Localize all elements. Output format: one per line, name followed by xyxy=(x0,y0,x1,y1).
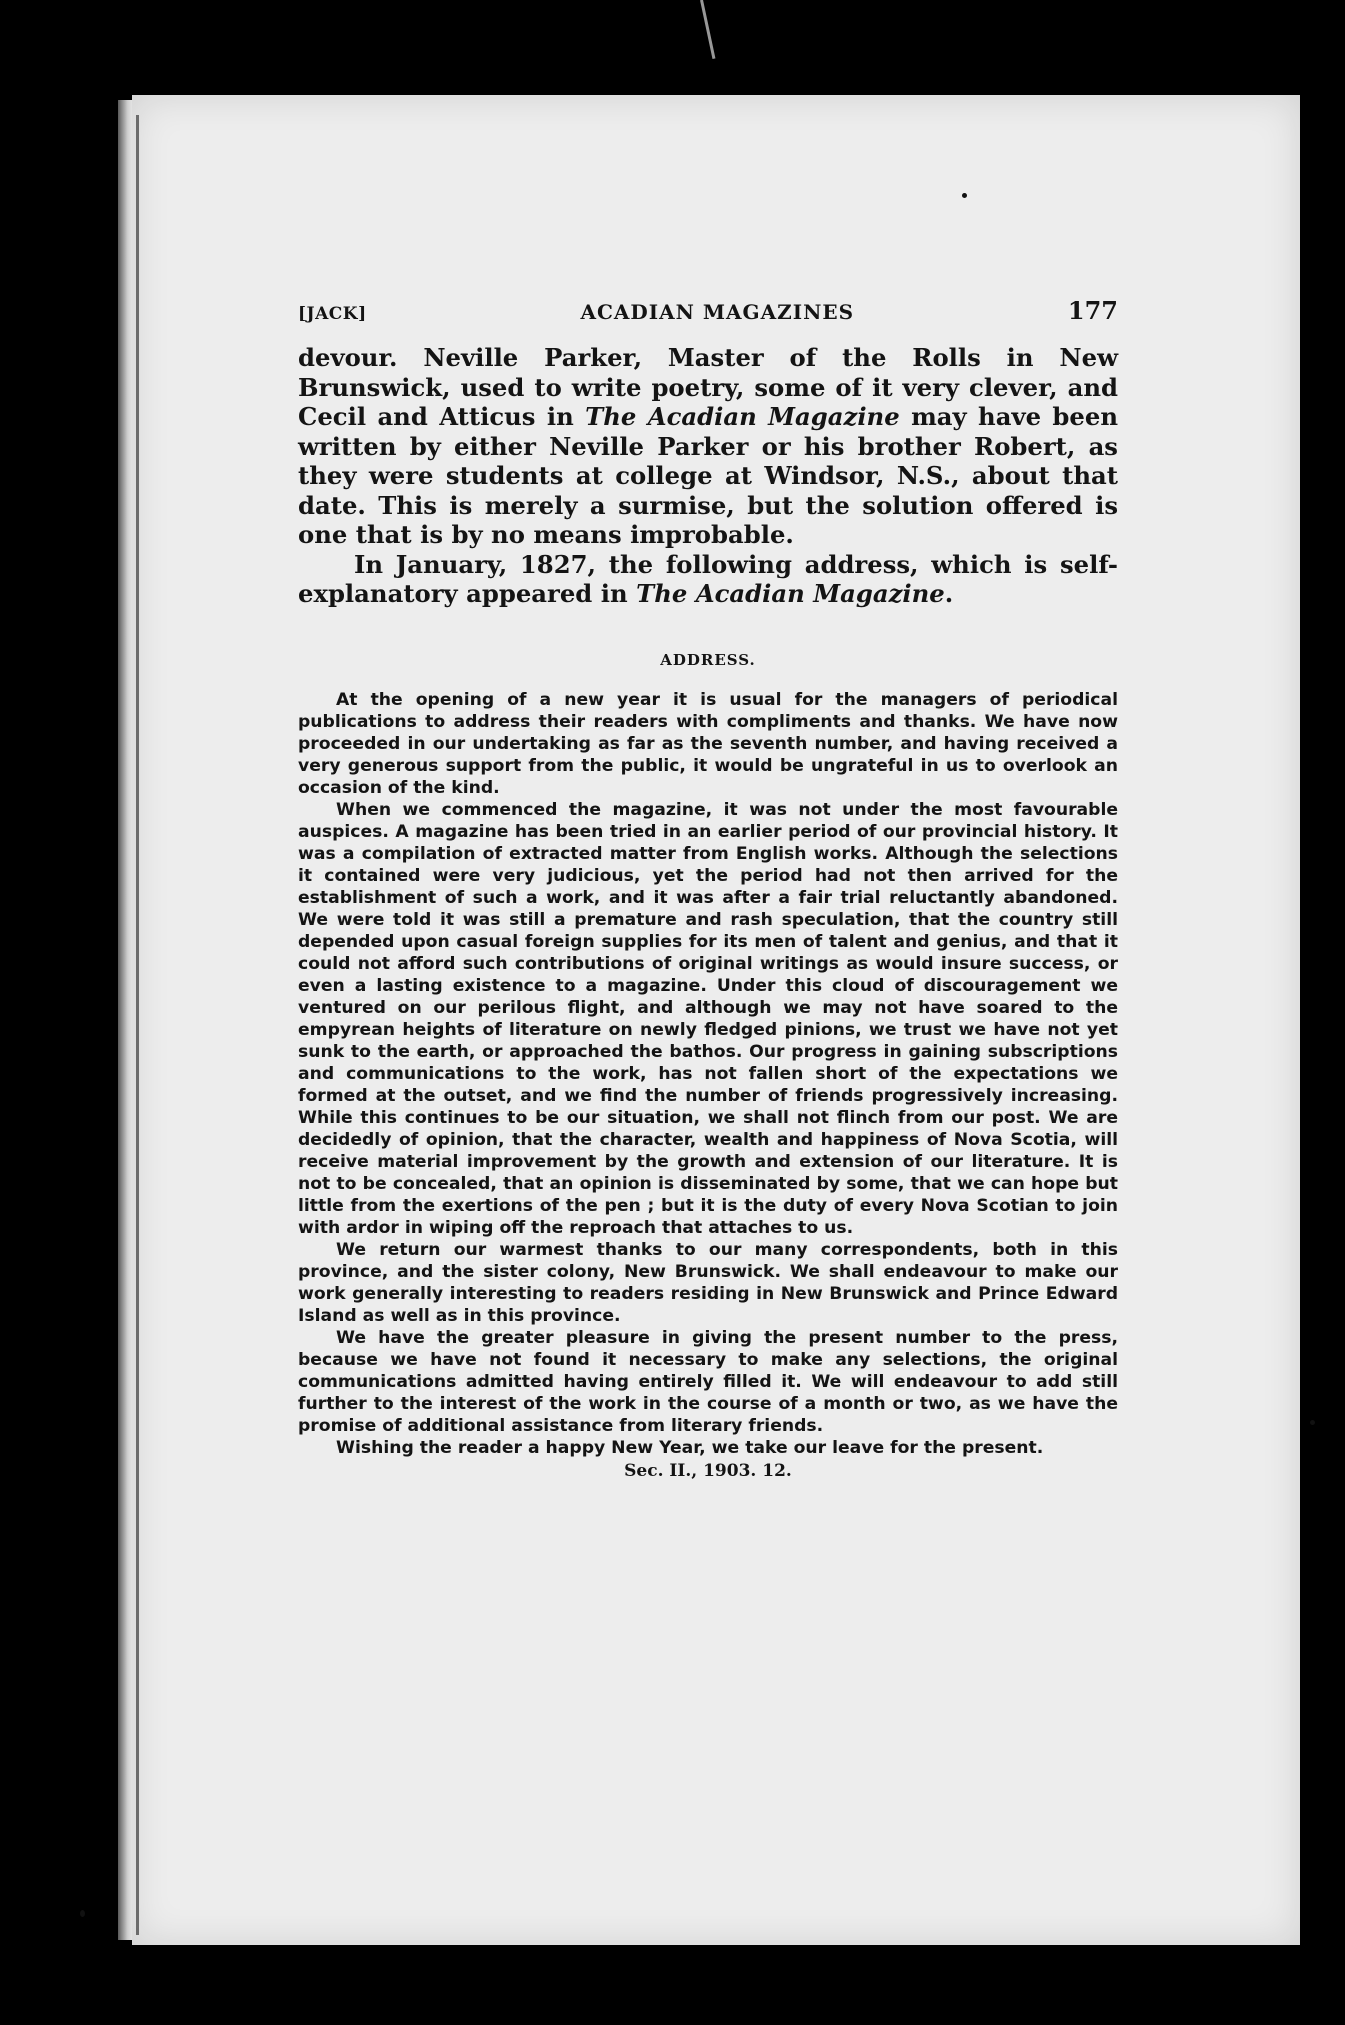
speck xyxy=(80,1910,85,1917)
intro-paragraph xyxy=(298,343,1118,550)
page-content xyxy=(298,296,1118,1481)
address-paragraph: Wishing the reader a happy New Year, we take our leave for the present. xyxy=(336,1437,1044,1458)
address-paragraph: We return our warmest thanks to our many correspondents, both in this province, and the sister colony, New Brunswick. We shall endeavour to make our work generally interesting to readers residing in New Brunswick and Prince Edward Island as well as in this province. xyxy=(298,1239,1118,1326)
page-number: 177 xyxy=(1067,296,1118,325)
intro-text-span: In January, 1827, the following address, which is self-explanatory appeared in xyxy=(298,549,1118,608)
intro-paragraph xyxy=(298,550,1118,609)
magazine-title: The Acadian Magazine xyxy=(636,579,945,608)
address-paragraph: When we commenced the magazine, it was not under the most favourable auspices. A magazine has been tried in an earlier period of our provincial history. It was a compilation of extracted matter from English works. Although the selections it contained were very judicious, yet the period had not then arrived for the establishment of such a work, and it was after a fair trial reluctantly abandoned. We were told it was still a premature and rash speculation, that the country still depended upon casual foreign supplies for its men of talent and genius, and that it could not afford such contributions of original writings as would insure success, or even a lasting existence to a magazine. Under this cloud of discouragement we ventured on our perilous flight, and although we may not have soared to the empyrean heights of literature on newly fledged pinions, we trust we have not yet sunk to the earth, or approached the bathos. Our progress in gaining subscriptions and communications to the work, has not fallen short of the expectations we formed at the outset, and we find the number of friends progressively increasing. While this continues to be our situation, we shall not flinch from our post. We are decidedly of opinion, that the character, wealth and happiness of Nova Scotia, will receive material improvement by the growth and extension of our literature. It is not to be concealed, that an opinion is disseminated by some, that we can hope but little from the exertions of the pen ; but it is the duty of every Nova Scotian to join with ardor in wiping off the reproach that attaches to us. xyxy=(298,799,1118,1238)
address-text xyxy=(298,689,1118,1459)
intro-text-span: devour. Neville Parker, Master of the Rolls in New Brunswick, used to write poetry, some of it very clever, and Cecil and Atticus in xyxy=(298,343,1118,431)
speck xyxy=(962,193,967,198)
address-paragraph: We have the greater pleasure in giving the present number to the press, because we have not found it necessary to make any selections, the original communications admitted having entirely filled it. We will endeavour to add still further to the interest of the work in the course of a month or two, as we have the promise of additional assistance from literary friends. xyxy=(298,1327,1118,1436)
gutter-line xyxy=(136,115,139,1935)
magazine-title: The Acadian Magazine xyxy=(585,402,900,431)
running-head-author: [JACK] xyxy=(298,304,367,324)
intro-text-span: . xyxy=(944,579,954,608)
signature-line: Sec. II., 1903. 12. xyxy=(624,1460,792,1481)
address-paragraph: At the opening of a new year it is usual for the managers of periodical publications to address their readers with compliments and thanks. We have now proceeded in our undertaking as far as the seventh number, and having received a very generous support from the public, it would be ungrateful in us to overlook an occasion of the kind. xyxy=(298,689,1118,798)
speck xyxy=(1310,1420,1315,1425)
address-heading: ADDRESS. xyxy=(660,650,756,669)
running-head xyxy=(298,296,1118,325)
intro-text-span: may have been written by either Neville Parker or his brother Robert, as they were students at college at Windsor, N.S., about that date. This is merely a surmise, but the solution offered is one that is by no means improbable. xyxy=(298,402,1118,549)
running-head-title: ACADIAN MAGAZINES xyxy=(580,300,855,324)
intro-text xyxy=(298,343,1118,609)
